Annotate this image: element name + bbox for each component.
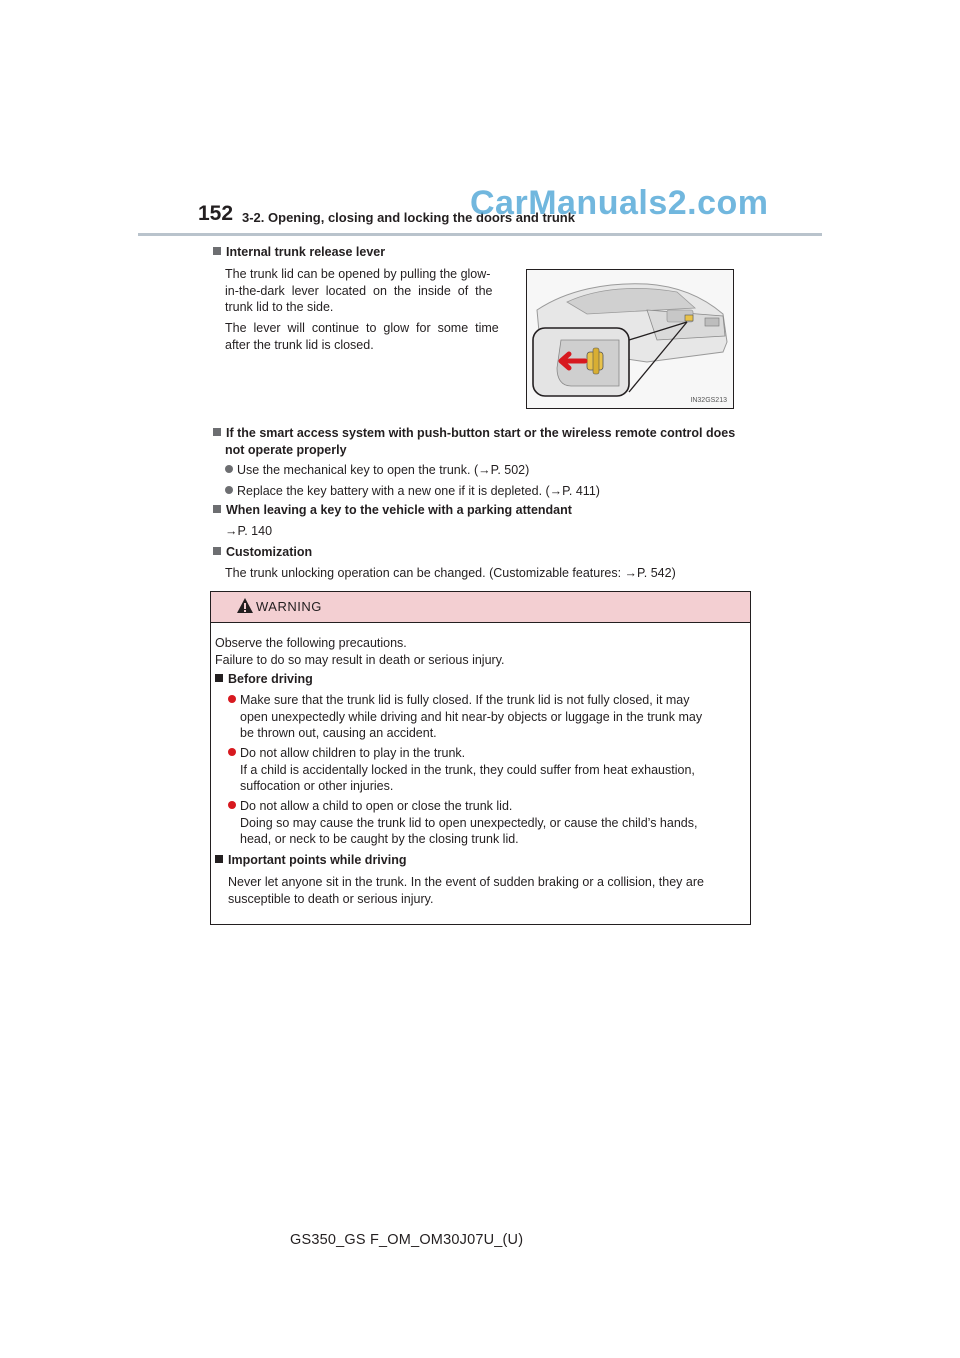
warning-triangle-icon (236, 597, 254, 614)
text-line: in-the-dark lever located on the inside of the (225, 283, 493, 298)
warning-item-3 (228, 798, 744, 848)
round-bullet-icon (225, 465, 233, 473)
round-bullet-icon (228, 695, 236, 703)
heading-line: If the smart access system with push-button start or the wireless remote control does (213, 425, 735, 442)
figure-code: IN32GS213 (690, 397, 727, 404)
smart-access-bullet-1: Use the mechanical key to open the trunk. (→P. 502) (225, 462, 529, 479)
square-bullet-icon (213, 505, 221, 513)
section-title: 3-2. Opening, closing and locking the doors and trunk (242, 210, 575, 225)
text-line: The lever will continue to glow for some time (225, 321, 499, 335)
trunk-lever-illustration (526, 269, 734, 409)
smart-access-heading (213, 425, 735, 459)
text-line: trunk lid to the side. (225, 300, 334, 314)
footer-doc-id: GS350_GS F_OM_OM30J07U_(U) (290, 1232, 524, 1248)
text-line: susceptible to death or serious injury. (228, 891, 434, 906)
text-line: be thrown out, causing an accident. (240, 726, 437, 740)
square-bullet-icon (215, 855, 223, 863)
text-line: Failure to do so may result in death or serious injury. (215, 652, 505, 667)
customization-text: The trunk unlocking operation can be changed. (Customizable features: →P. 542) (225, 566, 676, 580)
round-bullet-icon (225, 486, 233, 494)
warning-header (211, 592, 750, 623)
important-points-text (228, 874, 744, 907)
warning-intro (215, 635, 504, 668)
car-trunk-illustration (527, 270, 733, 408)
heading-line: not operate properly (225, 443, 347, 457)
square-bullet-icon (213, 428, 221, 436)
text-line: Observe the following precautions. (215, 636, 407, 650)
text-line: Do not allow a child to open or close the trunk lid. (228, 798, 744, 815)
internal-release-heading: Internal trunk release lever (213, 245, 385, 259)
square-bullet-icon (215, 674, 223, 682)
warning-item-2 (228, 745, 744, 795)
text-line: Do not allow children to play in the trunk. (228, 745, 744, 762)
watermark: CarManuals2.com (470, 184, 769, 222)
text-line: head, or neck to be caught by the closing trunk lid. (240, 832, 519, 846)
internal-release-paragraph-1 (225, 266, 508, 316)
page-number: 152 (198, 202, 234, 225)
header-divider (138, 233, 822, 236)
text-line: Doing so may cause the trunk lid to open unexpectedly, or cause the child’s hands, (240, 815, 698, 830)
warning-title: WARNING (256, 599, 322, 614)
square-bullet-icon (213, 547, 221, 555)
round-bullet-icon (228, 801, 236, 809)
text-line: suffocation or other injuries. (240, 779, 394, 793)
warning-box (210, 591, 751, 925)
square-bullet-icon (213, 247, 221, 255)
important-points-heading: Important points while driving (215, 853, 406, 867)
parking-attendant-heading: When leaving a key to the vehicle with a parking attendant (213, 503, 572, 517)
before-driving-heading: Before driving (215, 672, 313, 686)
text-line: after the trunk lid is closed. (225, 337, 374, 352)
customization-heading: Customization (213, 545, 312, 559)
text-line: If a child is accidentally locked in the trunk, they could suffer from heat exhaustion, (240, 762, 695, 777)
smart-access-bullet-2: Replace the key battery with a new one if it is depleted. (→P. 411) (225, 483, 600, 500)
parking-attendant-reference: →P. 140 (225, 524, 273, 538)
internal-release-paragraph-2 (225, 320, 508, 353)
text-line: Make sure that the trunk lid is fully closed. If the trunk lid is not fully closed, it may (228, 692, 744, 709)
text-line: Never let anyone sit in the trunk. In the event of sudden braking or a collision, they are (228, 875, 704, 889)
round-bullet-icon (228, 748, 236, 756)
text-line: open unexpectedly while driving and hit near-by objects or luggage in the trunk may (240, 709, 703, 724)
warning-item-1 (228, 692, 744, 742)
text-line: The trunk lid can be opened by pulling the glow- (225, 267, 491, 281)
